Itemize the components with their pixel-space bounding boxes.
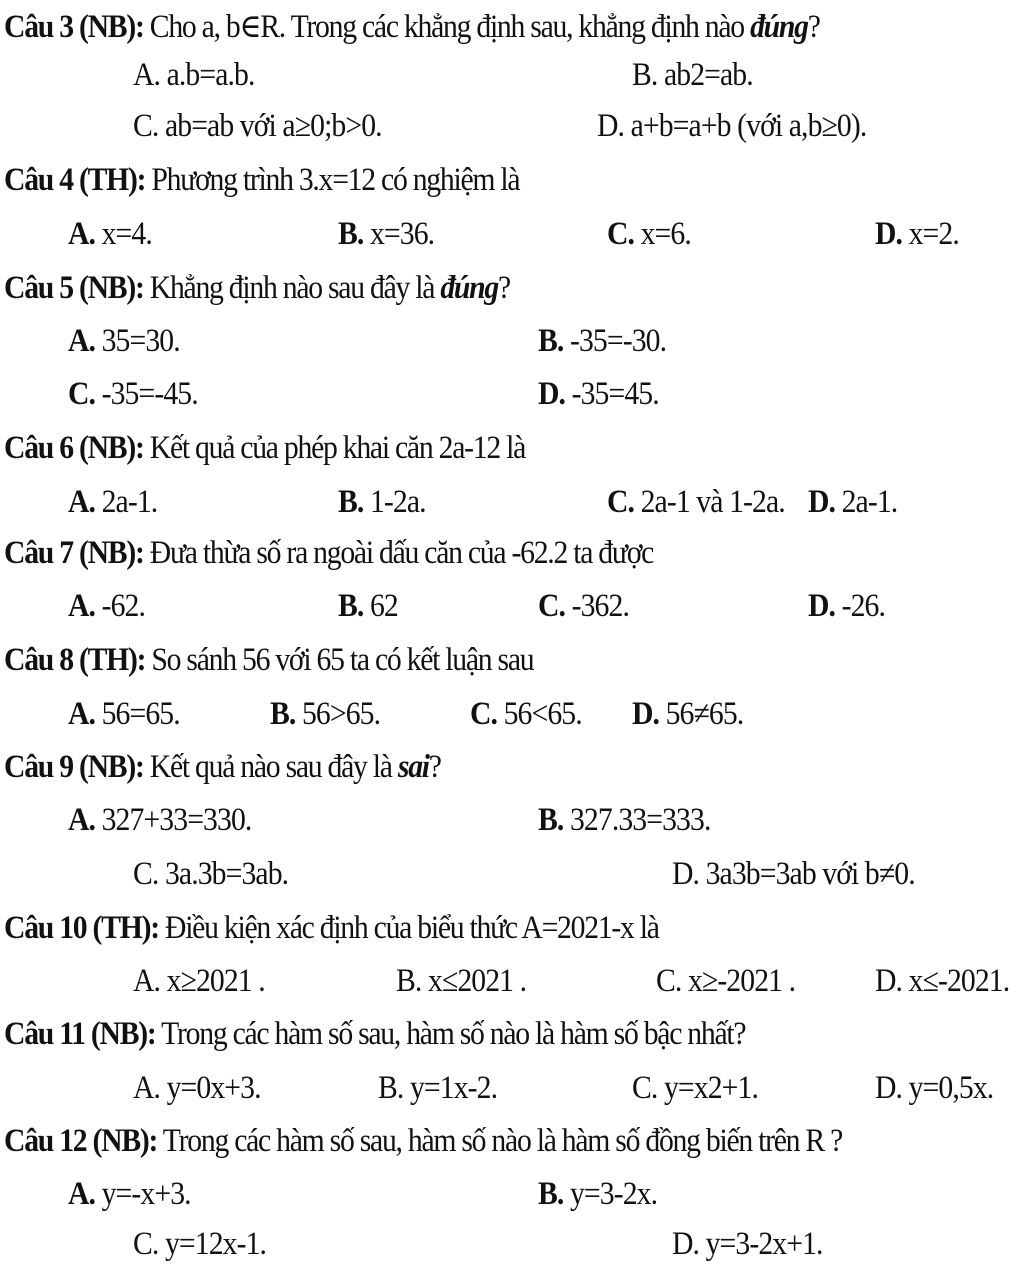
question-text: Đưa thừa số ra ngoài dấu căn của -62.2 ta được — [143, 535, 654, 571]
question-10 — [0, 910, 1024, 962]
option-text: y=3-2x+1. — [699, 1226, 823, 1262]
option-d — [875, 216, 959, 253]
question-9 — [0, 749, 1024, 801]
option-b — [378, 1070, 497, 1107]
option-d — [538, 376, 659, 413]
option-c — [538, 588, 629, 625]
option-a — [68, 1176, 191, 1213]
option-text: 1-2a. — [363, 484, 426, 520]
option-text: y=0,5x. — [902, 1070, 994, 1106]
option-b — [538, 802, 710, 839]
question-label: Câu 12 (NB): — [4, 1123, 158, 1159]
option-letter: C. — [133, 1226, 159, 1262]
option-text: y=1x-2. — [403, 1070, 498, 1106]
option-letter: C. — [607, 216, 635, 252]
option-letter: C. — [607, 484, 635, 520]
question-5 — [0, 270, 1024, 322]
option-a — [68, 802, 251, 839]
option-letter: C. — [133, 856, 159, 892]
option-b — [338, 216, 434, 253]
option-c — [607, 216, 691, 253]
option-letter: D. — [808, 588, 836, 624]
option-b — [538, 1176, 657, 1213]
question-stem — [4, 535, 653, 572]
question-text: So sánh 56 với 65 ta có kết luận sau — [145, 642, 534, 678]
option-text: ab=ab với a≥0;b>0. — [158, 108, 382, 144]
question-5-options-row-1 — [0, 323, 1024, 375]
option-text: -26. — [835, 588, 886, 624]
option-text: x≥-2021 . — [681, 963, 796, 999]
question-7 — [0, 535, 1024, 587]
question-label: Câu 8 (TH): — [4, 642, 146, 678]
option-a — [133, 1070, 261, 1107]
question-4-options — [0, 216, 1024, 268]
option-d — [672, 1226, 823, 1263]
option-text: 56≠65. — [659, 696, 744, 732]
question-10-options — [0, 963, 1024, 1015]
option-letter: A. — [68, 216, 96, 252]
question-text: Trong các hàm số sau, hàm số nào là hàm số bậc nhất? — [155, 1016, 746, 1052]
option-text: -62. — [95, 588, 146, 624]
option-letter: B. — [378, 1070, 404, 1106]
option-text: 2a-1. — [95, 484, 158, 520]
option-text: -35=-45. — [95, 376, 198, 412]
question-emphasis: đúng — [750, 9, 808, 45]
option-text: 3a3b=3ab với b≠0. — [699, 856, 915, 892]
question-5-options-row-2 — [0, 376, 1024, 428]
option-letter: D. — [632, 696, 660, 732]
option-b — [538, 323, 666, 360]
question-text: Điều kiện xác định của biểu thức A=2021-x là — [158, 910, 659, 946]
option-letter: A. — [68, 696, 96, 732]
option-letter: B. — [632, 57, 658, 93]
question-9-options-row-1 — [0, 802, 1024, 854]
option-text: 3a.3b=3ab. — [158, 856, 289, 892]
question-label: Câu 9 (NB): — [4, 749, 144, 785]
option-letter: A. — [68, 802, 96, 838]
option-d — [808, 484, 897, 521]
option-text: 62 — [363, 588, 398, 624]
option-text: x=2. — [902, 216, 959, 252]
option-c — [133, 108, 382, 145]
option-letter: B. — [270, 696, 296, 732]
option-letter: B. — [538, 323, 564, 359]
option-text: 56=65. — [95, 696, 180, 732]
option-d — [672, 856, 915, 893]
option-a — [68, 484, 157, 521]
option-text: -362. — [565, 588, 629, 624]
option-c — [656, 963, 795, 1000]
option-letter: D. — [672, 856, 700, 892]
option-text: ab2=ab. — [657, 57, 753, 93]
option-letter: C. — [656, 963, 682, 999]
question-stem — [4, 162, 519, 199]
option-letter: B. — [338, 216, 364, 252]
option-letter: C. — [470, 696, 498, 732]
question-stem — [4, 749, 441, 786]
option-b — [338, 484, 426, 521]
option-c — [632, 1070, 758, 1107]
option-c — [607, 484, 785, 521]
option-c — [470, 696, 582, 733]
option-text: 327+33=330. — [95, 802, 252, 838]
question-stem — [4, 270, 510, 307]
question-stem — [4, 642, 533, 679]
option-text: x=36. — [363, 216, 435, 252]
option-letter: D. — [597, 108, 625, 144]
question-stem — [4, 910, 659, 947]
question-3-options-row-1 — [0, 57, 1024, 109]
question-label: Câu 4 (TH): — [4, 162, 146, 198]
question-11-options — [0, 1070, 1024, 1122]
option-text: x≤-2021. — [902, 963, 1010, 999]
option-a — [68, 323, 180, 360]
option-letter: A. — [133, 963, 161, 999]
option-text: a.b=a.b. — [160, 57, 255, 93]
option-a — [68, 588, 145, 625]
question-8-options — [0, 696, 1024, 748]
option-letter: B. — [338, 588, 364, 624]
option-letter: D. — [875, 1070, 903, 1106]
question-text: Cho a, b∈R. Trong các khẳng định sau, khẳng định nào — [143, 9, 751, 45]
option-c — [68, 376, 198, 413]
question-label: Câu 6 (NB): — [4, 430, 144, 466]
question-6 — [0, 430, 1024, 482]
option-text: x=4. — [95, 216, 152, 252]
option-d — [597, 108, 866, 145]
option-a — [68, 216, 152, 253]
option-a — [133, 963, 265, 1000]
question-3 — [0, 6, 1024, 58]
question-text: Khẳng định nào sau đây là — [143, 270, 441, 306]
option-letter: C. — [68, 376, 96, 412]
option-text: x≤2021 . — [421, 963, 527, 999]
question-stem — [4, 1123, 842, 1160]
option-letter: A. — [68, 588, 96, 624]
question-text: Kết quả của phép khai căn 2a-12 là — [143, 430, 526, 466]
option-text: 2a-1. — [835, 484, 898, 520]
option-text: -35=45. — [565, 376, 659, 412]
option-text: y=3-2x. — [563, 1176, 658, 1212]
question-text: Trong các hàm số sau, hàm số nào là hàm số đồng biến trên R ? — [157, 1123, 843, 1159]
option-letter: B. — [538, 1176, 564, 1212]
option-letter: A. — [133, 1070, 161, 1106]
question-label: Câu 7 (NB): — [4, 535, 144, 571]
option-letter: D. — [875, 963, 903, 999]
option-b — [632, 57, 753, 94]
option-letter: D. — [672, 1226, 700, 1262]
question-label: Câu 3 (NB): — [4, 9, 144, 45]
question-tail: ? — [807, 9, 820, 45]
option-letter: B. — [396, 963, 422, 999]
option-b — [270, 696, 380, 733]
question-tail: ? — [428, 749, 441, 785]
question-7-options — [0, 588, 1024, 640]
question-emphasis: sai — [397, 749, 429, 785]
option-text: y=x2+1. — [657, 1070, 758, 1106]
option-d — [875, 963, 1009, 1000]
question-stem — [4, 1016, 745, 1053]
option-letter: C. — [133, 108, 159, 144]
option-a — [133, 57, 255, 94]
option-a — [68, 696, 180, 733]
option-text: y=0x+3. — [160, 1070, 261, 1106]
option-d — [632, 696, 743, 733]
option-letter: A. — [68, 484, 96, 520]
option-text: a+b=a+b (với a,b≥0). — [624, 108, 867, 144]
option-d — [875, 1070, 993, 1107]
question-9-options-row-2 — [0, 856, 1024, 908]
option-b — [338, 588, 398, 625]
option-letter: D. — [875, 216, 903, 252]
option-text: -35=-30. — [563, 323, 667, 359]
option-d — [808, 588, 885, 625]
question-label: Câu 11 (NB): — [4, 1016, 156, 1052]
option-b — [396, 963, 526, 1000]
option-letter: A. — [68, 323, 96, 359]
question-12 — [0, 1123, 1024, 1175]
option-letter: B. — [538, 802, 564, 838]
option-text: 2a-1 và 1-2a. — [634, 484, 785, 520]
option-c — [133, 856, 288, 893]
option-text: 56<65. — [497, 696, 582, 732]
option-text: y=-x+3. — [95, 1176, 191, 1212]
question-12-options-row-1 — [0, 1176, 1024, 1228]
question-label: Câu 10 (TH): — [4, 910, 159, 946]
option-text: 56>65. — [295, 696, 381, 732]
option-text: 35=30. — [95, 323, 180, 359]
question-text: Phương trình 3.x=12 có nghiệm là — [145, 162, 520, 198]
option-text: y=12x-1. — [158, 1226, 267, 1262]
question-4 — [0, 162, 1024, 214]
option-c — [133, 1226, 266, 1263]
question-3-options-row-2 — [0, 108, 1024, 160]
option-letter: D. — [808, 484, 836, 520]
question-text: Kết quả nào sau đây là — [143, 749, 398, 785]
option-text: x≥2021 . — [160, 963, 265, 999]
question-8 — [0, 642, 1024, 694]
option-letter: B. — [338, 484, 364, 520]
option-letter: D. — [538, 376, 566, 412]
question-stem — [4, 6, 820, 46]
question-stem — [4, 430, 525, 467]
question-6-options — [0, 484, 1024, 536]
option-text: x=6. — [634, 216, 691, 252]
option-letter: A. — [133, 57, 161, 93]
question-tail: ? — [498, 270, 510, 306]
option-text: 327.33=333. — [563, 802, 711, 838]
option-letter: A. — [68, 1176, 96, 1212]
question-11 — [0, 1016, 1024, 1068]
option-letter: C. — [632, 1070, 658, 1106]
question-12-options-row-2 — [0, 1226, 1024, 1278]
question-label: Câu 5 (NB): — [4, 270, 144, 306]
option-letter: C. — [538, 588, 566, 624]
question-emphasis: đúng — [440, 270, 499, 306]
